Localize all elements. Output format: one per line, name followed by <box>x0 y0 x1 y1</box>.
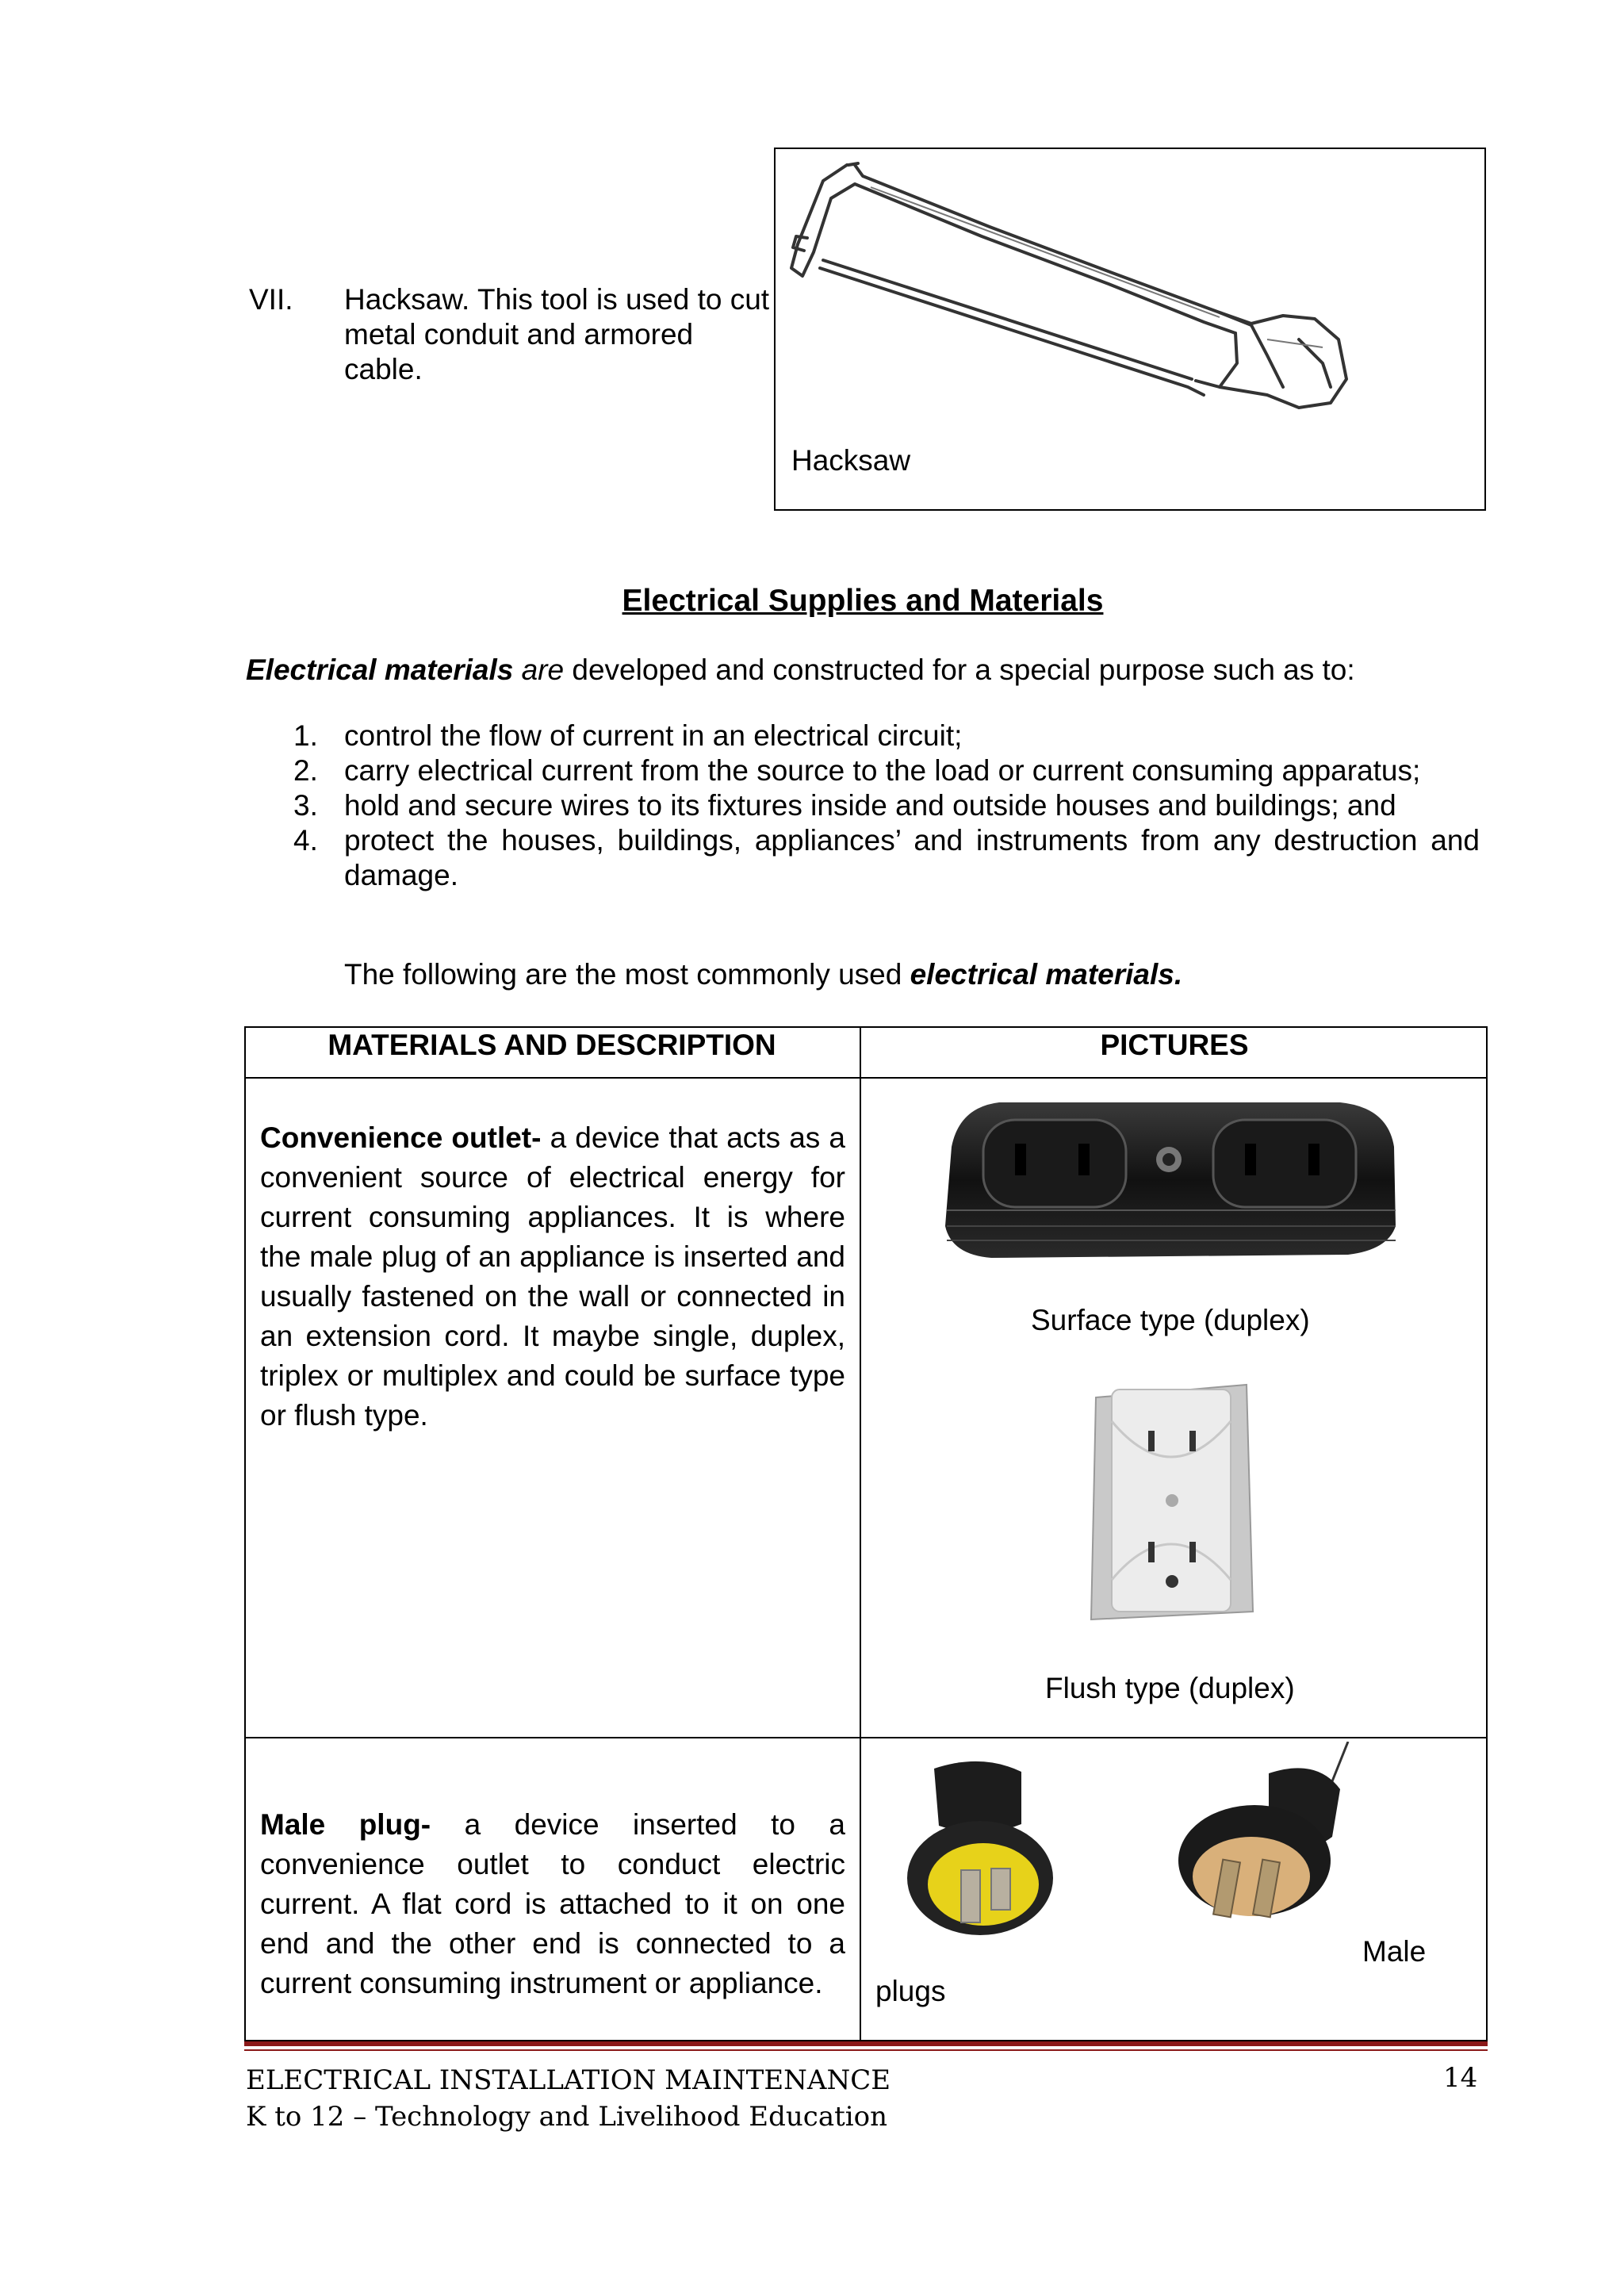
intro-term: Electrical materials <box>246 654 514 686</box>
purposes-list <box>246 719 1480 893</box>
list-item-text: carry electrical current from the source to the load or current consuming apparatus; <box>344 754 1421 787</box>
following-term: electrical materials <box>910 958 1174 991</box>
footer-rule-thin <box>244 2049 1488 2051</box>
list-item-text: hold and secure wires to its fixtures inside and outside houses and buildings; and <box>344 789 1396 822</box>
male-plug-image-1 <box>894 1753 1061 1951</box>
section-title: Electrical Supplies and Materials <box>622 584 1104 618</box>
hacksaw-caption: Hacksaw <box>791 444 911 477</box>
table-row-description <box>260 1118 845 1435</box>
intro-paragraph <box>246 654 1355 687</box>
flush-type-caption: Flush type (duplex) <box>1045 1672 1295 1704</box>
list-item <box>246 823 1480 893</box>
material-description: a device that acts as a convenient source of electrical energy for current consuming appliances. It is where the male plug of an appliance is inserted and usually fastened on the wall or connected in an extension cord. It maybe single, duplex, triplex or multiplex and could be surface type or flush type. <box>260 1121 845 1432</box>
list-item <box>246 719 1480 753</box>
surface-outlet-image <box>936 1091 1404 1266</box>
list-item-number: 1. <box>293 719 318 752</box>
table-row-divider <box>244 1737 1488 1738</box>
page-number: 14 <box>1443 2062 1478 2094</box>
male-plugs-caption-line2: plugs <box>875 1975 946 2007</box>
list-item-number: 3. <box>293 789 318 822</box>
intro-verb: are <box>521 654 565 686</box>
footer-line-2: K to 12 – Technology and Livelihood Education <box>246 2101 887 2133</box>
material-description: a device inserted to a convenience outlet to conduct electric current. A flat cord is attached to it on one end and the other end is connected to a current consuming instrument or appliance. <box>260 1808 845 1999</box>
material-term: Convenience outlet- <box>260 1121 542 1154</box>
following-prefix: The following are the most commonly used <box>344 958 910 991</box>
table-column-divider <box>860 1026 861 2041</box>
table-header-divider <box>244 1077 1488 1079</box>
hacksaw-description: Hacksaw. This tool is used to cut metal conduit and armored cable. <box>344 283 770 385</box>
material-term: Male plug- <box>260 1808 431 1841</box>
list-item-number: 4. <box>293 824 318 857</box>
intro-rest: developed and constructed for a special purpose such as to: <box>564 654 1355 686</box>
table-header-materials: MATERIALS AND DESCRIPTION <box>327 1029 776 1061</box>
table-header-pictures: PICTURES <box>1100 1029 1249 1061</box>
footer-text <box>246 2062 891 2135</box>
surface-type-caption: Surface type (duplex) <box>1031 1304 1310 1336</box>
footer-line-1: ELECTRICAL INSTALLATION MAINTENANCE <box>246 2064 891 2096</box>
male-plug-image-2 <box>1166 1742 1364 1956</box>
list-numeral: VII. <box>249 283 293 316</box>
list-item-text: protect the houses, buildings, appliances’ and instruments from any destruction and damage. <box>344 824 1480 891</box>
male-plugs-caption-line1: Male <box>1362 1935 1427 1968</box>
list-item <box>246 788 1480 823</box>
table-row-description <box>260 1805 845 2003</box>
footer-rule <box>244 2041 1488 2046</box>
list-item-text: control the flow of current in an electrical circuit; <box>344 719 963 752</box>
list-item <box>246 753 1480 788</box>
following-sentence <box>344 958 1182 991</box>
list-item-number: 2. <box>293 754 318 787</box>
following-suffix: . <box>1174 958 1183 991</box>
flush-outlet-image <box>1080 1374 1262 1627</box>
